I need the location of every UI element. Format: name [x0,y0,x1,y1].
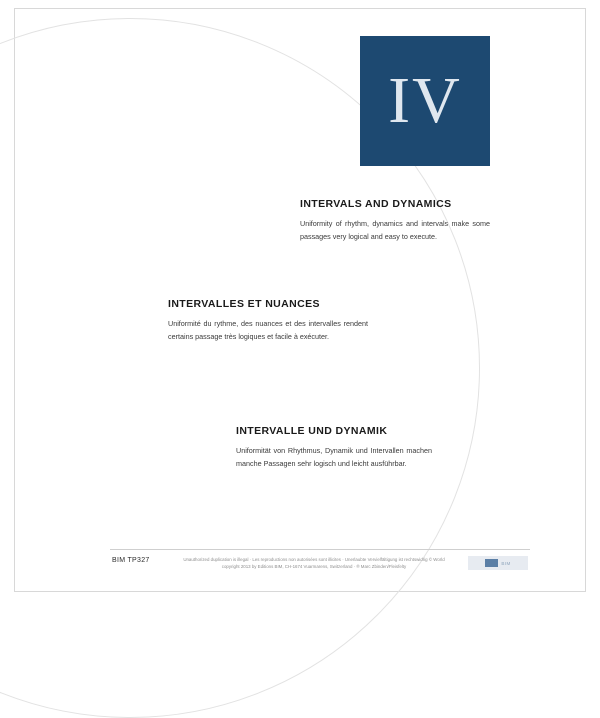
section-body-english: Uniformity of rhythm, dynamics and intervals make some passages very logical and easy to execute. [300,219,490,241]
publisher-logo-text: BIM [501,560,511,566]
chapter-number: IV [388,64,462,137]
section-heading-english: INTERVALS AND DYNAMICS [300,198,452,210]
section-heading-french: INTERVALLES ET NUANCES [168,298,320,310]
logo-mark-icon [485,559,498,567]
section-english [300,198,490,243]
section-body-german: Uniformität von Rhythmus, Dynamik und Intervallen machen manche Passagen sehr logisch und leicht ausführbar. [236,446,432,468]
section-german [236,425,432,470]
footer-copyright-text: Unauthorized duplication is illegal · Les reproductions non autorisées sont illicites · Unerlaubte Vervielfältigung ist rechtswidrig © World copyright 2013 by Editions BIM, CH-1674 Vuarmarens, Switzerland · ® Marc Zbinden/Fleisfelty [183,557,445,570]
footer-divider [110,549,530,550]
chapter-number-block [360,36,490,166]
section-body-french: Uniformité du rythme, des nuances et des intervalles rendent certains passage très logiques et facile à exécuter. [168,319,368,341]
section-french [168,298,368,343]
footer-catalog-code: BIM TP327 [112,557,150,564]
publisher-logo [468,556,528,570]
section-heading-german: INTERVALLE UND DYNAMIK [236,425,388,437]
